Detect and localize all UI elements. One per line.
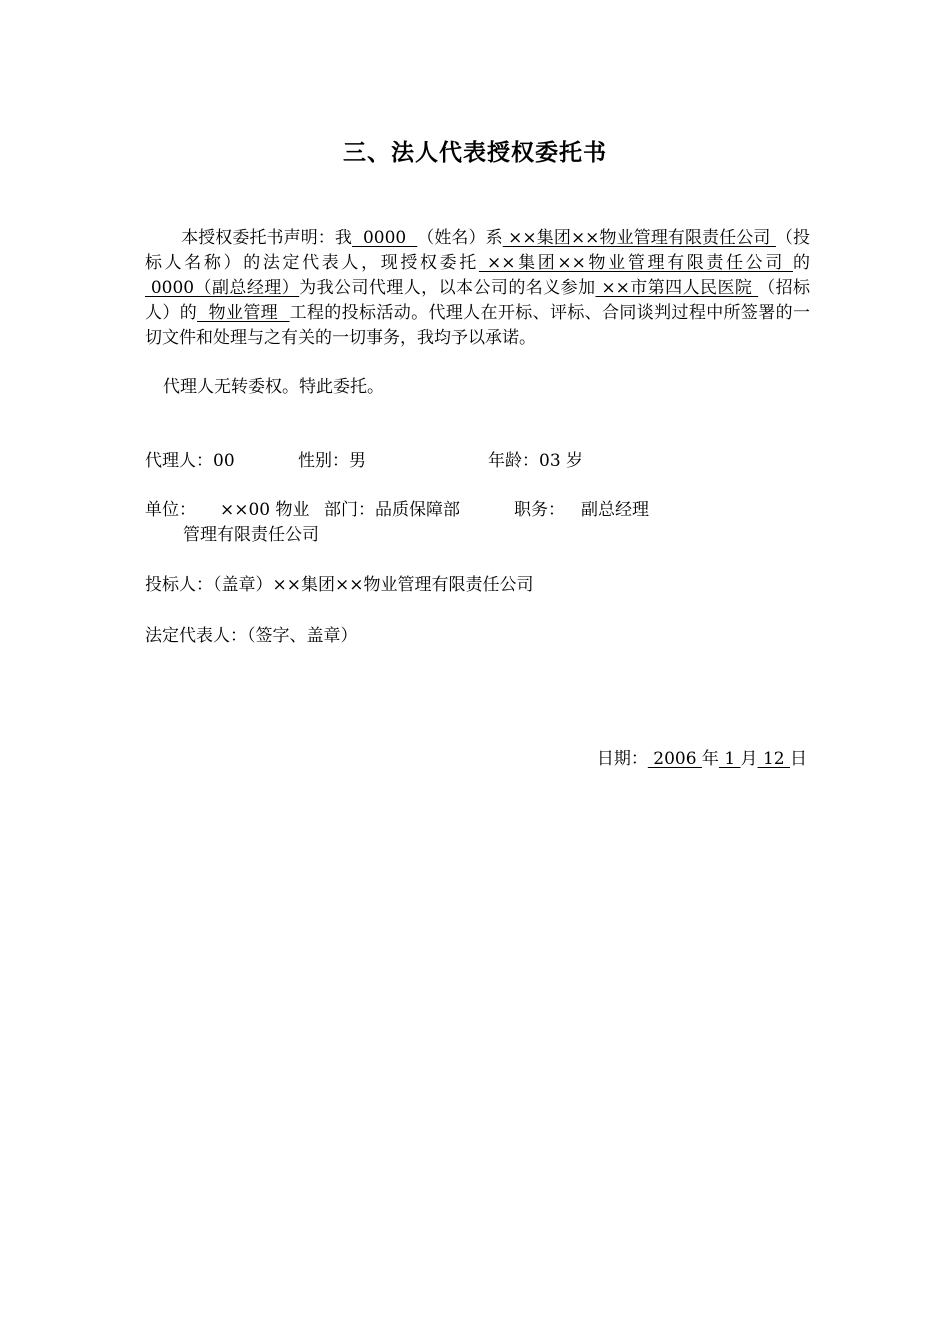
date-year: 2006 [647, 749, 702, 769]
bidder-line: 投标人：（盖章）××集团××物业管理有限责任公司 [145, 575, 534, 595]
agent-name-title: 0000（副总经理） [145, 278, 300, 298]
agent-gender: 性别：男 [298, 451, 366, 471]
date-day-unit: 日 [790, 749, 807, 769]
date-month: 1 [718, 749, 741, 769]
unit-label: 单位： [145, 500, 196, 520]
bidder-company-name: ××集团××物业管理有限责任公司 [502, 228, 776, 248]
project-name: 物业管理 [197, 303, 290, 323]
statement-text: 工程的投标活动。代理人在开标、评标、合同谈判过程中所签署的一切文件和处理与之有关的一切事务，我均予以承诺。 [145, 303, 810, 348]
position-label: 职务： [514, 500, 565, 520]
statement-text: 为我公司代理人，以本公司的名义参加 [299, 278, 596, 298]
unit-value-continued: 管理有限责任公司 [183, 525, 319, 545]
agent-company-name: ××集团××物业管理有限责任公司 [478, 253, 794, 273]
statement-text: （姓名）系 [417, 228, 503, 248]
legal-rep-name: 0000 [351, 228, 418, 248]
authorization-statement [145, 226, 810, 351]
agent-name: 代理人：00 [145, 451, 235, 471]
statement-text: （投标人名称）的法定代表人，现授权委托 [145, 228, 810, 273]
date-label: 日期： [596, 749, 648, 769]
date-month-unit: 月 [740, 749, 758, 769]
legal-representative-line: 法定代表人：（签字、盖章） [145, 626, 358, 646]
date-year-unit: 年 [701, 749, 719, 769]
date-line [597, 747, 807, 772]
no-subdelegation-statement [145, 375, 810, 400]
tenderer-name: ××市第四人民医院 [595, 278, 759, 298]
statement-text: 的 [793, 253, 811, 273]
statement-text: 本授权委托书声明：我 [181, 228, 352, 248]
statement-text: （招标人）的 [145, 278, 811, 323]
statement-text: 代理人无转委权。特此委托。 [163, 377, 384, 397]
agent-age: 年龄：03 岁 [488, 451, 584, 471]
document-title: 三、法人代表授权委托书 [343, 140, 607, 166]
position-value: 副总经理 [581, 500, 649, 520]
unit-value: ××00 物业 [220, 500, 310, 520]
department: 部门：品质保障部 [324, 500, 460, 520]
date-day: 12 [757, 749, 790, 769]
